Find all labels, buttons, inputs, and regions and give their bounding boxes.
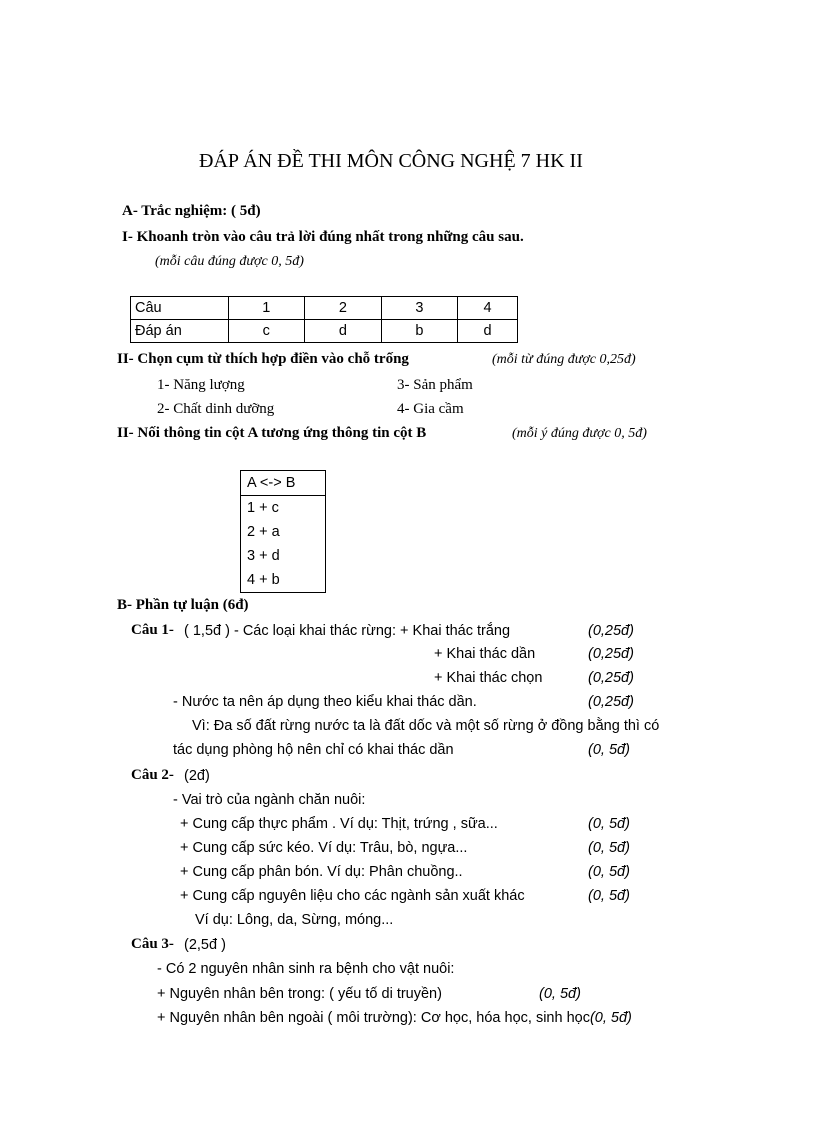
question-3-line-2 bbox=[157, 1010, 632, 1026]
question-1-score-1: (0,25đ) bbox=[588, 623, 634, 639]
answer-table-cell: Đáp án bbox=[131, 320, 229, 343]
matching-table bbox=[240, 470, 326, 593]
question-1-line-3: + Khai thác chọn bbox=[434, 670, 543, 686]
section-1-heading: I- Khoanh tròn vào câu trả lời đúng nhất trong những câu sau. bbox=[122, 229, 524, 245]
answer-table-cell: b bbox=[381, 320, 458, 343]
question-1-line-5: Vì: Đa số đất rừng nước ta là đất dốc và một số rừng ở đồng bằng thì có bbox=[192, 718, 660, 734]
section-3-heading-mid: tương ứng thông tin cột B bbox=[257, 425, 427, 441]
question-2-item: + Cung cấp thực phẩm . Ví dụ: Thịt, trứng , sữa... bbox=[180, 816, 498, 832]
answer-table-header-row bbox=[131, 297, 518, 320]
answer-table-cell: c bbox=[228, 320, 305, 343]
fill-item: 4- Gia cầm bbox=[397, 401, 464, 417]
question-2-example: Ví dụ: Lông, da, Sừng, móng... bbox=[195, 912, 394, 928]
question-1-line-2: + Khai thác dần bbox=[434, 646, 536, 662]
question-2-item-score: (0, 5đ) bbox=[588, 840, 630, 856]
answer-table-cell: 1 bbox=[228, 297, 305, 320]
question-1-label: Câu 1- bbox=[131, 622, 174, 638]
question-1-score-3: (0,25đ) bbox=[588, 670, 634, 686]
matching-row: 3 + d bbox=[247, 548, 280, 564]
question-3-score-1: (0, 5đ) bbox=[539, 986, 581, 1002]
question-1-line-4: - Nước ta nên áp dụng theo kiểu khai thác dần. bbox=[173, 694, 477, 710]
answer-table-cell: d bbox=[458, 320, 518, 343]
answer-table-row bbox=[131, 320, 518, 343]
question-2-item-score: (0, 5đ) bbox=[588, 888, 630, 904]
question-3-points: (2,5đ ) bbox=[184, 937, 226, 953]
matching-row: 1 + c bbox=[247, 500, 279, 516]
matching-table-header: A <-> B bbox=[241, 471, 325, 496]
section-2-note: (mỗi từ đúng được 0,25đ) bbox=[492, 352, 636, 367]
question-2-points: (2đ) bbox=[184, 768, 210, 784]
question-2-label: Câu 2- bbox=[131, 767, 174, 783]
matching-row: 4 + b bbox=[247, 572, 280, 588]
answer-table-cell: 3 bbox=[381, 297, 458, 320]
section-3-heading-a: A bbox=[247, 425, 258, 441]
matching-row: 2 + a bbox=[247, 524, 280, 540]
question-3-line-1: + Nguyên nhân bên trong: ( yếu tố di truyền) bbox=[157, 986, 442, 1002]
part-b-heading: B- Phần tự luận (6đ) bbox=[117, 597, 249, 613]
part-a-heading-prefix: A- Trắc nghiệm: ( bbox=[122, 203, 240, 219]
answer-table-cell: d bbox=[305, 320, 382, 343]
answer-table bbox=[130, 296, 518, 343]
question-2-item-score: (0, 5đ) bbox=[588, 864, 630, 880]
question-2-item-score: (0, 5đ) bbox=[588, 816, 630, 832]
question-2-item: + Cung cấp phân bón. Ví dụ: Phân chuồng.. bbox=[180, 864, 463, 880]
section-3-heading bbox=[117, 425, 426, 442]
question-3-line-2-text: + Nguyên nhân bên ngoài ( môi trường): Cơ học, hóa học, sinh học bbox=[157, 1010, 590, 1026]
fill-item: 1- Năng lượng bbox=[157, 377, 245, 393]
answer-table-cell: 2 bbox=[305, 297, 382, 320]
question-1-score-2: (0,25đ) bbox=[588, 646, 634, 662]
question-3-intro: - Có 2 nguyên nhân sinh ra bệnh cho vật nuôi: bbox=[157, 961, 455, 977]
section-3-heading-prefix: II- Nối thông tin cột bbox=[117, 425, 248, 441]
question-2-intro: - Vai trò của ngành chăn nuôi: bbox=[173, 792, 366, 808]
page-title: ĐÁP ÁN ĐỀ THI MÔN CÔNG NGHỆ 7 HK II bbox=[199, 150, 583, 172]
question-3-score-2: (0, 5đ) bbox=[589, 1010, 632, 1026]
question-2-item: + Cung cấp nguyên liệu cho các ngành sản xuất khác bbox=[180, 888, 525, 904]
part-a-heading bbox=[122, 203, 261, 220]
fill-item: 2- Chất dinh dưỡng bbox=[157, 401, 275, 417]
section-1-note: (mỗi câu đúng được 0, 5đ) bbox=[155, 254, 304, 269]
section-3-note: (mỗi ý đúng được 0, 5đ) bbox=[512, 426, 647, 441]
section-2-heading: II- Chọn cụm từ thích hợp điền vào chỗ trống bbox=[117, 351, 409, 367]
question-1-line-1: ( 1,5đ ) - Các loại khai thác rừng: + Khai thác trắng bbox=[184, 623, 511, 639]
question-1-line-6: tác dụng phòng hộ nên chỉ có khai thác dần bbox=[173, 742, 454, 758]
question-3-label: Câu 3- bbox=[131, 936, 174, 952]
part-a-heading-score: 5đ) bbox=[239, 203, 261, 219]
question-1-score-6: (0, 5đ) bbox=[588, 742, 630, 758]
answer-table-cell: 4 bbox=[458, 297, 518, 320]
question-1-score-4: (0,25đ) bbox=[588, 694, 634, 710]
question-2-item: + Cung cấp sức kéo. Ví dụ: Trâu, bò, ngựa... bbox=[180, 840, 468, 856]
fill-item: 3- Sản phẩm bbox=[397, 377, 473, 393]
answer-table-cell: Câu bbox=[131, 297, 229, 320]
